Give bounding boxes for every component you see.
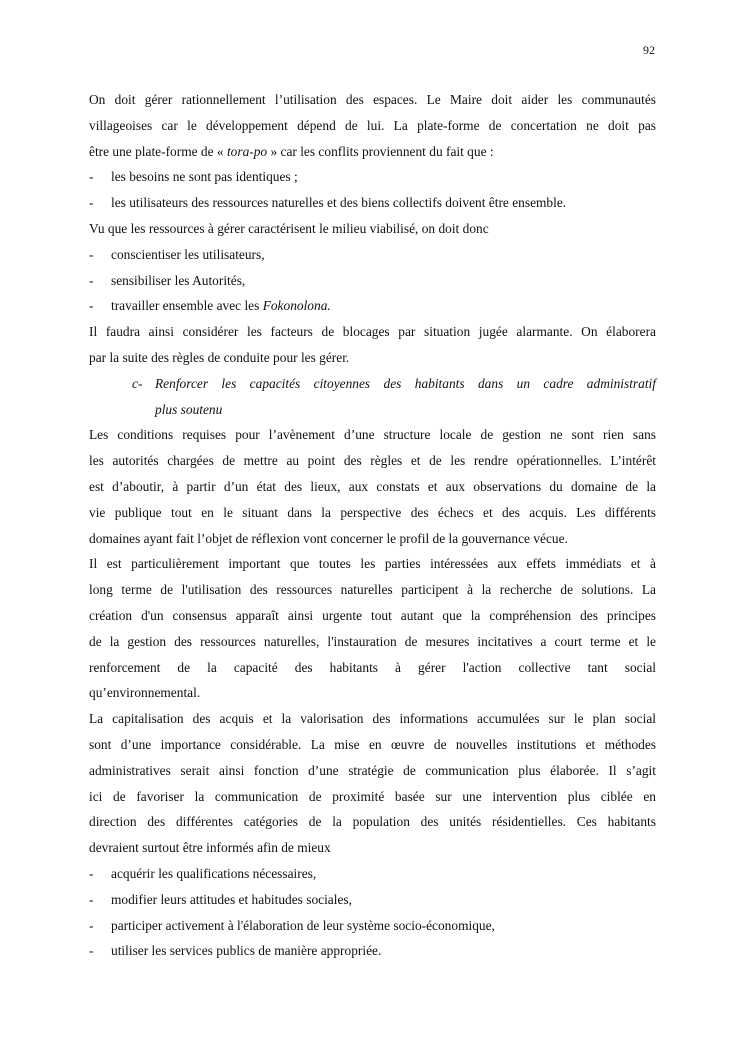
list-item-text: les utilisateurs des ressources naturelles et des biens collectifs doivent être ensemble. [111, 195, 567, 211]
heading-label: c- [132, 375, 143, 391]
paragraph-line: par la suite des règles de conduite pour les gérer. [89, 349, 350, 365]
text-run: » car les conflits proviennent du fait que : [267, 143, 494, 159]
bullet-dash: - [89, 865, 94, 881]
list-item-text: les besoins ne sont pas identiques ; [111, 169, 298, 185]
bullet-dash: - [89, 169, 94, 185]
paragraph-line: long terme de l'utilisation des ressources naturelles participent à la recherche de solutions. La [89, 582, 656, 598]
paragraph-line: On doit gérer rationnellement l’utilisation des espaces. Le Maire doit aider les communautés [89, 92, 656, 107]
list-item [89, 293, 656, 319]
page-number: 92 [643, 43, 655, 57]
paragraph-line [89, 139, 656, 165]
italic-term: tora-po [226, 143, 268, 159]
list-item-text: participer activement à l'élaboration de leur système socio-économique, [111, 917, 495, 933]
paragraph-line: de la gestion des ressources naturelles, l'instauration de mesures incitatives a court terme et le [89, 633, 656, 649]
italic-term: Fokonolona. [262, 298, 331, 314]
list-item [89, 887, 656, 913]
paragraph-line: domaines ayant fait l’objet de réflexion vont concerner le profil de la gouvernance vécue. [89, 530, 568, 546]
paragraph-line: devraient surtout être informés afin de mieux [89, 840, 331, 856]
paragraph-line: Il faudra ainsi considérer les facteurs de blocages par situation jugée alarmante. On élaborera [89, 324, 656, 340]
bullet-dash: - [89, 943, 94, 959]
list-item [89, 164, 656, 190]
paragraph-line: Les conditions requises pour l’avènement d’une structure locale de gestion ne sont rien sans [89, 427, 656, 443]
paragraph-line: direction des différentes catégories de la population des unités résidentielles. Ces habitants [89, 814, 656, 830]
paragraph-line: ici de favoriser la communication de proximité basée sur une intervention plus ciblée en [89, 788, 656, 804]
paragraph-line: La capitalisation des acquis et la valorisation des informations accumulées sur le plan social [89, 711, 656, 727]
paragraph-line: villageoises car le développement dépend de lui. La plate-forme de concertation ne doit pas [89, 117, 656, 133]
paragraph-line: Vu que les ressources à gérer caractérisent le milieu viabilisé, on doit donc [89, 220, 489, 236]
paragraph-line: les autorités chargées de mettre au point des règles et de les rendre opérationnelles. L’intérêt [89, 453, 656, 469]
section-heading [89, 371, 656, 397]
list-item-text: utiliser les services publics de manière appropriée. [111, 943, 382, 959]
bullet-dash: - [89, 195, 94, 211]
bullet-dash: - [89, 298, 94, 314]
section-heading-continued: plus soutenu [155, 401, 223, 417]
page-body [89, 87, 656, 964]
list-item [89, 190, 656, 216]
paragraph-line: administratives serait ainsi fonction d’une stratégie de communication plus élaborée. Il s’agit [89, 762, 656, 778]
bullet-dash: - [89, 246, 94, 262]
paragraph-line: est d’aboutir, à partir d’un état des lieux, aux constats et aux observations du domaine de la [89, 478, 656, 494]
paragraph-line: sont d’une importance considérable. La mise en œuvre de nouvelles institutions et méthodes [89, 736, 656, 752]
bullet-dash: - [89, 272, 94, 288]
list-item-text: acquérir les qualifications nécessaires, [111, 865, 317, 881]
list-item [89, 913, 656, 939]
paragraph-line: Il est particulièrement important que toutes les parties intéressées aux effets immédiats et à [89, 556, 656, 572]
list-item [89, 242, 656, 268]
list-item [89, 861, 656, 887]
paragraph-line: renforcement de la capacité des habitants à gérer l'action collective tant social [89, 659, 656, 675]
list-item-text: travailler ensemble avec les [111, 298, 263, 314]
bullet-dash: - [89, 917, 94, 933]
list-item-text: sensibiliser les Autorités, [111, 272, 246, 288]
paragraph-line: création d'un consensus apparaît ainsi urgente tout autant que la compréhension des principes [89, 607, 656, 623]
list-item [89, 938, 656, 964]
bullet-dash: - [89, 891, 94, 907]
text-run: être une plate-forme de « [89, 143, 227, 159]
paragraph-line: qu’environnemental. [89, 685, 201, 701]
paragraph-line: vie publique tout en le situant dans la perspective des échecs et des acquis. Les différents [89, 504, 656, 520]
list-item-text: conscientiser les utilisateurs, [111, 246, 265, 262]
list-item-text: modifier leurs attitudes et habitudes sociales, [111, 891, 352, 907]
heading-text: Renforcer les capacités citoyennes des habitants dans un cadre administratif [155, 375, 656, 391]
list-item [89, 268, 656, 294]
